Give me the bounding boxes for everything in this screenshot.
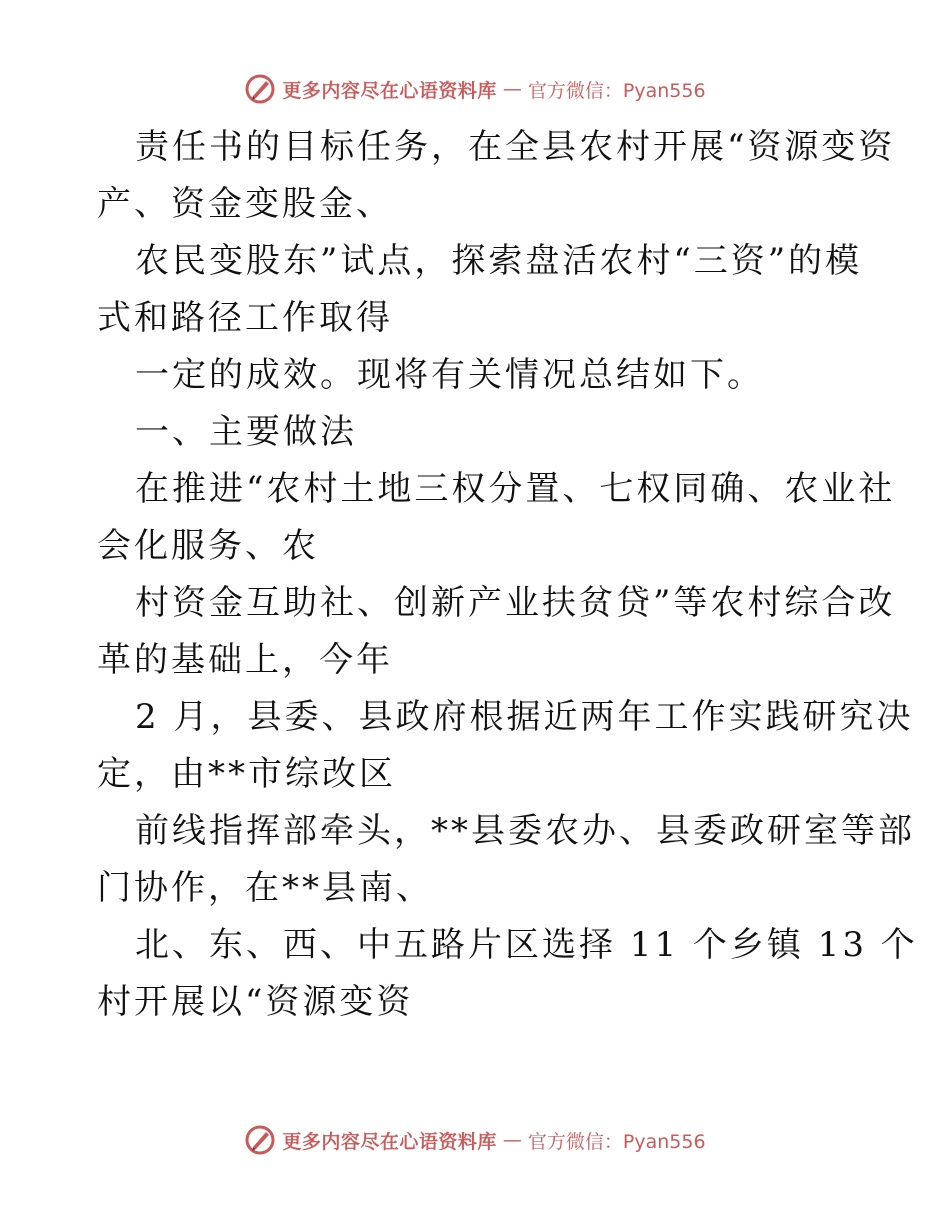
body-line: 2 月，县委、县政府根据近两年工作实践研究决 (135, 697, 914, 737)
body-line: 前线指挥部牵头，**县委农办、县委政研室等部 (135, 811, 915, 851)
footer-watermark-banner (0, 1123, 950, 1157)
banner-brand-text: 更多内容尽在心语资料库 (282, 1130, 497, 1153)
banner-separator: — (502, 78, 522, 100)
pen-logo-icon (244, 73, 276, 105)
banner-wechat-text: 官方微信：Pyan556 (527, 79, 706, 102)
body-line: 村资金互助社、创新产业扶贫贷”等农村综合改 (135, 583, 896, 623)
pen-logo-icon (244, 1124, 276, 1156)
body-line: 会化服务、农 (97, 526, 319, 566)
header-watermark-banner (0, 72, 950, 106)
banner-wechat-text: 官方微信：Pyan556 (527, 1130, 706, 1153)
body-line: 一定的成效。现将有关情况总结如下。 (135, 355, 764, 395)
body-line: 责任书的目标任务，在全县农村开展“资源变资 (135, 127, 896, 167)
banner-separator: — (502, 1129, 522, 1151)
body-line: 北、东、西、中五路片区选择 11 个乡镇 13 个 (135, 925, 918, 965)
body-line: 在推进“农村土地三权分置、七权同确、农业社 (135, 469, 896, 509)
body-line: 式和路径工作取得 (97, 298, 393, 338)
banner-brand-text: 更多内容尽在心语资料库 (282, 79, 497, 102)
body-line: 革的基础上，今年 (97, 640, 393, 680)
body-line: 村开展以“资源变资 (97, 982, 414, 1022)
body-line: 产、资金变股金、 (97, 184, 393, 224)
section-heading: 一、主要做法 (135, 412, 357, 452)
body-line: 定，由**市综改区 (97, 754, 396, 794)
document-body (97, 119, 918, 1031)
body-line: 农民变股东”试点，探索盘活农村“三资”的模 (135, 241, 863, 281)
body-line: 门协作，在**县南、 (97, 868, 433, 908)
